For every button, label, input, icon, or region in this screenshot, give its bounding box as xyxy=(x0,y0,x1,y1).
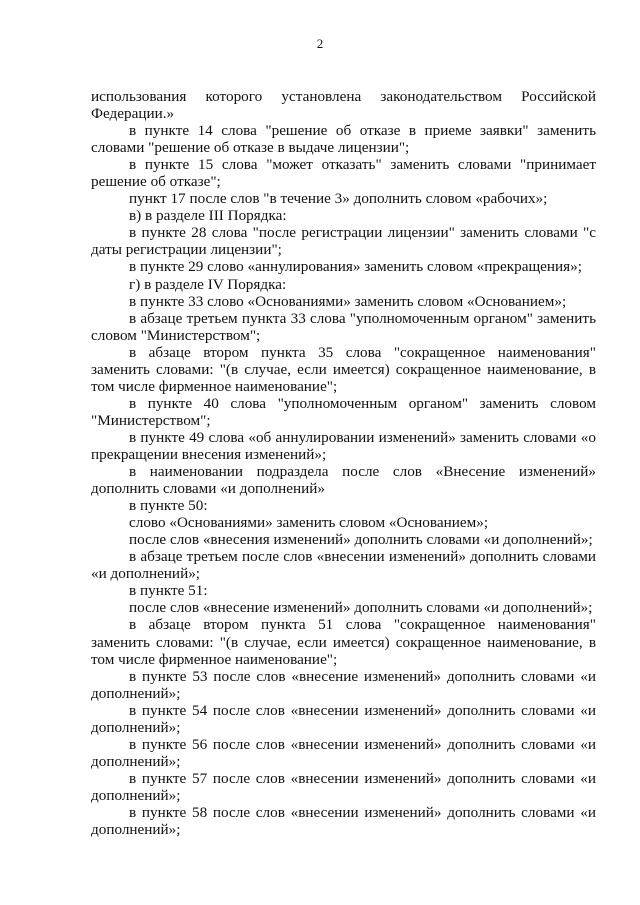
paragraph: в) в разделе III Порядка: xyxy=(129,207,287,225)
paragraph: в пункте 50: xyxy=(129,497,208,515)
paragraph: в пункте 40 слова "уполномоченным органом" заменить словом "Министерством"; xyxy=(91,394,596,429)
paragraph: в пункте 56 после слов «внесении изменений» дополнить словами «и дополнений»; xyxy=(91,735,596,770)
paragraph: в пункте 33 слово «Основаниями» заменить словом «Основанием»; xyxy=(129,292,567,310)
paragraph: слово «Основаниями» заменить словом «Основанием»; xyxy=(129,514,489,532)
paragraph: в наименовании подраздела после слов «Внесение изменений» дополнить словами «и дополнений» xyxy=(91,463,596,498)
paragraph: после слов «внесения изменений» дополнить словами «и дополнений»; xyxy=(129,531,593,549)
paragraph: в пункте 51: xyxy=(129,582,208,600)
paragraph: в пункте 54 после слов «внесении изменений» дополнить словами «и дополнений»; xyxy=(91,701,596,736)
paragraph: в пункте 58 после слов «внесении изменений» дополнить словами «и дополнений»; xyxy=(91,803,596,839)
paragraph: в пункте 49 слова «об аннулировании изменений» заменить словами «о прекращении внесения изменений»; xyxy=(91,428,596,463)
paragraph: в абзаце втором пункта 35 слова "сокращенное наименования" заменить словами: "(в случае, если имеется) сокращенное наименование, в том числе фирменное наименование"; xyxy=(91,343,596,395)
paragraph: в пункте 15 слова "может отказать" заменить словами "принимает решение об отказе"; xyxy=(91,156,596,191)
paragraph: г) в разделе IV Порядка: xyxy=(129,275,287,293)
paragraph: в абзаце третьем после слов «внесении изменений» дополнить словами «и дополнений»; xyxy=(91,548,596,583)
paragraph: в пункте 57 после слов «внесении изменений» дополнить словами «и дополнений»; xyxy=(91,769,596,804)
paragraph: в абзаце третьем пункта 33 слова "уполномоченным органом" заменить словом "Министерством"; xyxy=(91,309,596,344)
paragraph: в пункте 29 слово «аннулирования» заменить словом «прекращения»; xyxy=(129,258,582,276)
page-number: 2 xyxy=(316,36,324,51)
paragraph: в абзаце втором пункта 51 слова "сокращенное наименования" заменить словами: "(в случае, если имеется) сокращенное наименование, в том числе фирменное наименование"; xyxy=(91,616,596,668)
paragraph: в пункте 14 слова "решение об отказе в приеме заявки" заменить словами "решение об отказе в выдаче лицензии"; xyxy=(91,122,596,157)
paragraph: после слов «внесение изменений» дополнить словами «и дополнений»; xyxy=(129,599,593,617)
paragraph: пункт 17 после слов "в течение 3» дополнить словом «рабочих»; xyxy=(129,190,548,208)
paragraph: использования которого установлена законодательством Российской Федерации.» xyxy=(91,88,596,123)
document-body xyxy=(91,88,596,838)
paragraph: в пункте 28 слова "после регистрации лицензии" заменить словами "с даты регистрации лицензии"; xyxy=(91,224,596,259)
paragraph: в пункте 53 после слов «внесение изменений» дополнить словами «и дополнений»; xyxy=(91,667,596,702)
